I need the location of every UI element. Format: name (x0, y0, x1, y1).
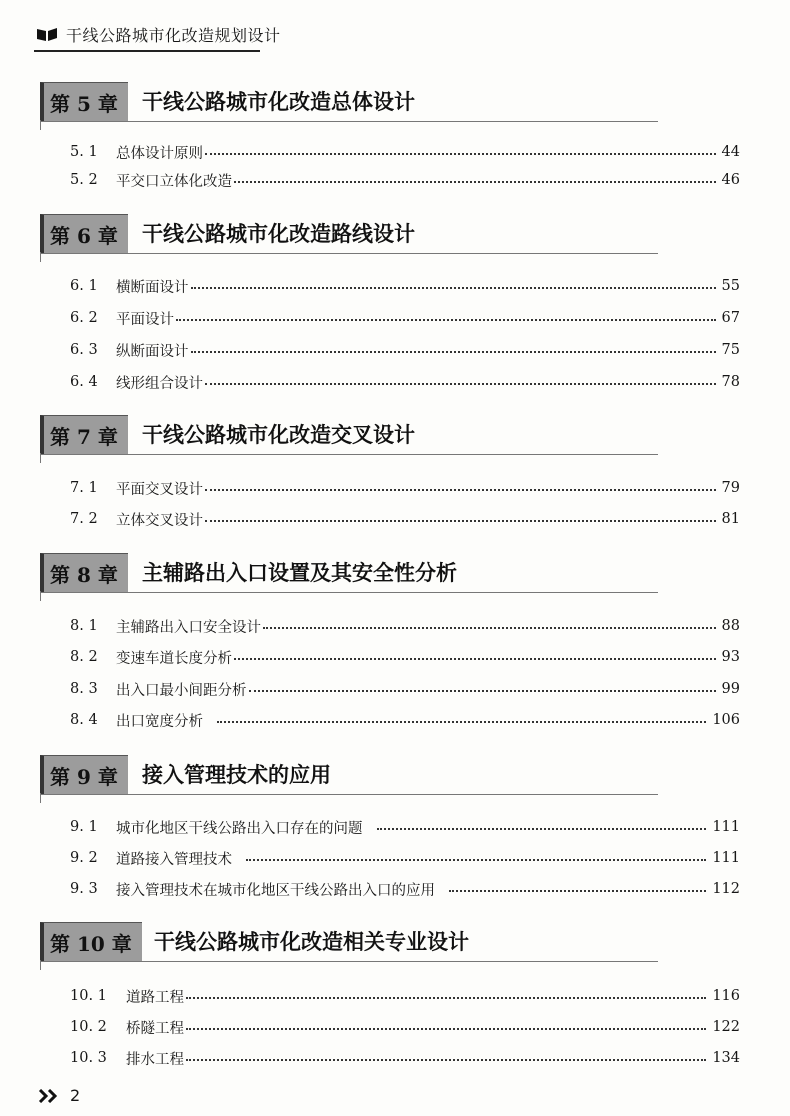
chapter-rule (40, 454, 658, 455)
entry-number: 10. 2 (70, 1019, 107, 1035)
chapter-rule-tick (40, 453, 41, 463)
chapter-rule-tick (40, 591, 41, 601)
toc-entry[interactable] (70, 1046, 740, 1070)
entry-number: 7. 1 (70, 480, 98, 496)
entry-page: 67 (721, 310, 740, 326)
entry-number: 6. 3 (70, 342, 98, 358)
toc-entry[interactable] (70, 877, 740, 901)
entry-number: 9. 1 (70, 819, 98, 835)
chapter-rule-tick (40, 960, 41, 970)
chapter-rule (40, 961, 658, 962)
entry-page: 88 (721, 618, 740, 634)
chapter-9 (40, 755, 660, 797)
chapter-rule-tick (40, 252, 41, 262)
chapter-badge: 第 7 章 (40, 415, 128, 454)
toc-entry[interactable] (70, 984, 740, 1008)
dot-leader (191, 351, 716, 353)
dot-leader (186, 1059, 706, 1061)
double-chevron-icon (38, 1089, 60, 1103)
dot-leader (186, 1028, 706, 1030)
dot-leader (449, 890, 706, 892)
dot-leader (205, 383, 716, 385)
page-number: 2 (70, 1086, 81, 1105)
chapter-5 (40, 82, 660, 124)
chapter-rule (40, 794, 658, 795)
entry-title: 桥隧工程 (126, 1020, 184, 1037)
chapter-badge: 第 5 章 (40, 82, 128, 121)
toc-entry[interactable] (70, 677, 740, 701)
entry-number: 9. 3 (70, 881, 98, 897)
dot-leader (186, 997, 706, 999)
entry-number: 6. 1 (70, 278, 98, 294)
chapter-badge: 第 8 章 (40, 553, 128, 592)
dot-leader (234, 658, 716, 660)
entry-page: 106 (712, 712, 740, 728)
chapter-badge: 第 6 章 (40, 214, 128, 253)
toc-entry[interactable] (70, 140, 740, 164)
toc-entry[interactable] (70, 370, 740, 394)
entry-page: 122 (712, 1019, 740, 1035)
header-title: 干线公路城市化改造规划设计 (66, 25, 281, 45)
entry-page: 93 (721, 649, 740, 665)
entry-number: 8. 3 (70, 681, 98, 697)
dot-leader (191, 287, 716, 289)
toc-entry[interactable] (70, 476, 740, 500)
entry-page: 99 (721, 681, 740, 697)
chapter-8 (40, 553, 660, 595)
chapter-title: 干线公路城市化改造总体设计 (142, 90, 415, 114)
dot-leader (263, 627, 716, 629)
chapter-rule-tick (40, 120, 41, 130)
chapter-badge: 第 10 章 (40, 922, 142, 961)
dot-leader (205, 489, 716, 491)
chapter-rule (40, 121, 658, 122)
chapter-rule (40, 592, 658, 593)
entry-page: 116 (712, 988, 740, 1004)
entry-title: 道路工程 (126, 989, 184, 1006)
entry-page: 55 (721, 278, 740, 294)
header-rule (34, 50, 260, 52)
entry-number: 8. 4 (70, 712, 98, 728)
chapter-badge: 第 9 章 (40, 755, 128, 794)
entry-title: 立体交叉设计 (116, 512, 203, 529)
dot-leader (249, 690, 716, 692)
entry-title: 城市化地区干线公路出入口存在的问题 (116, 820, 363, 837)
entry-page: 111 (712, 819, 740, 835)
chapter-title: 干线公路城市化改造交叉设计 (142, 423, 415, 447)
entry-title: 道路接入管理技术 (116, 851, 232, 868)
entry-number: 9. 2 (70, 850, 98, 866)
dot-leader (205, 153, 716, 155)
entry-title: 出口宽度分析 (116, 713, 203, 730)
dot-leader (205, 520, 716, 522)
entry-page: 79 (721, 480, 740, 496)
entry-title: 主辅路出入口安全设计 (116, 619, 261, 636)
chapter-10 (40, 922, 660, 964)
chapter-7 (40, 415, 660, 457)
entry-number: 6. 2 (70, 310, 98, 326)
dot-leader (176, 319, 716, 321)
toc-entry[interactable] (70, 168, 740, 192)
entry-number: 8. 1 (70, 618, 98, 634)
toc-entry[interactable] (70, 338, 740, 362)
entry-page: 75 (721, 342, 740, 358)
entry-title: 纵断面设计 (116, 343, 189, 360)
entry-title: 平交口立体化改造 (116, 173, 232, 190)
chapter-rule-tick (40, 793, 41, 803)
entry-page: 112 (712, 881, 740, 897)
entry-title: 横断面设计 (116, 279, 189, 296)
entry-page: 134 (712, 1050, 740, 1066)
book-icon (36, 26, 58, 42)
toc-entry[interactable] (70, 846, 740, 870)
entry-number: 10. 3 (70, 1050, 107, 1066)
entry-title: 线形组合设计 (116, 375, 203, 392)
toc-entry[interactable] (70, 507, 740, 531)
entry-page: 46 (721, 172, 740, 188)
dot-leader (234, 181, 716, 183)
running-header (36, 20, 281, 48)
chapter-rule (40, 253, 658, 254)
chapter-6 (40, 214, 660, 256)
entry-title: 出入口最小间距分析 (116, 682, 247, 699)
chapter-title: 主辅路出入口设置及其安全性分析 (142, 561, 457, 585)
entry-number: 7. 2 (70, 511, 98, 527)
entry-title: 变速车道长度分析 (116, 650, 232, 667)
dot-leader (377, 828, 707, 830)
chapter-title: 干线公路城市化改造相关专业设计 (154, 930, 469, 954)
entry-page: 78 (721, 374, 740, 390)
chapter-title: 接入管理技术的应用 (142, 763, 331, 787)
entry-title: 接入管理技术在城市化地区干线公路出入口的应用 (116, 882, 435, 899)
entry-page: 111 (712, 850, 740, 866)
entry-title: 总体设计原则 (116, 145, 203, 162)
toc-entry[interactable] (70, 274, 740, 298)
entry-number: 6. 4 (70, 374, 98, 390)
page-footer (38, 1086, 80, 1105)
toc-entry[interactable] (70, 708, 740, 732)
toc-entry[interactable] (70, 306, 740, 330)
toc-entry[interactable] (70, 815, 740, 839)
entry-number: 5. 2 (70, 172, 98, 188)
entry-page: 44 (721, 144, 740, 160)
entry-title: 平面交叉设计 (116, 481, 203, 498)
dot-leader (217, 721, 706, 723)
toc-entry[interactable] (70, 1015, 740, 1039)
dot-leader (246, 859, 706, 861)
toc-entry[interactable] (70, 614, 740, 638)
entry-number: 8. 2 (70, 649, 98, 665)
entry-title: 排水工程 (126, 1051, 184, 1068)
entry-page: 81 (721, 511, 740, 527)
entry-number: 5. 1 (70, 144, 98, 160)
entry-number: 10. 1 (70, 988, 107, 1004)
toc-entry[interactable] (70, 645, 740, 669)
entry-title: 平面设计 (116, 311, 174, 328)
chapter-title: 干线公路城市化改造路线设计 (142, 222, 415, 246)
